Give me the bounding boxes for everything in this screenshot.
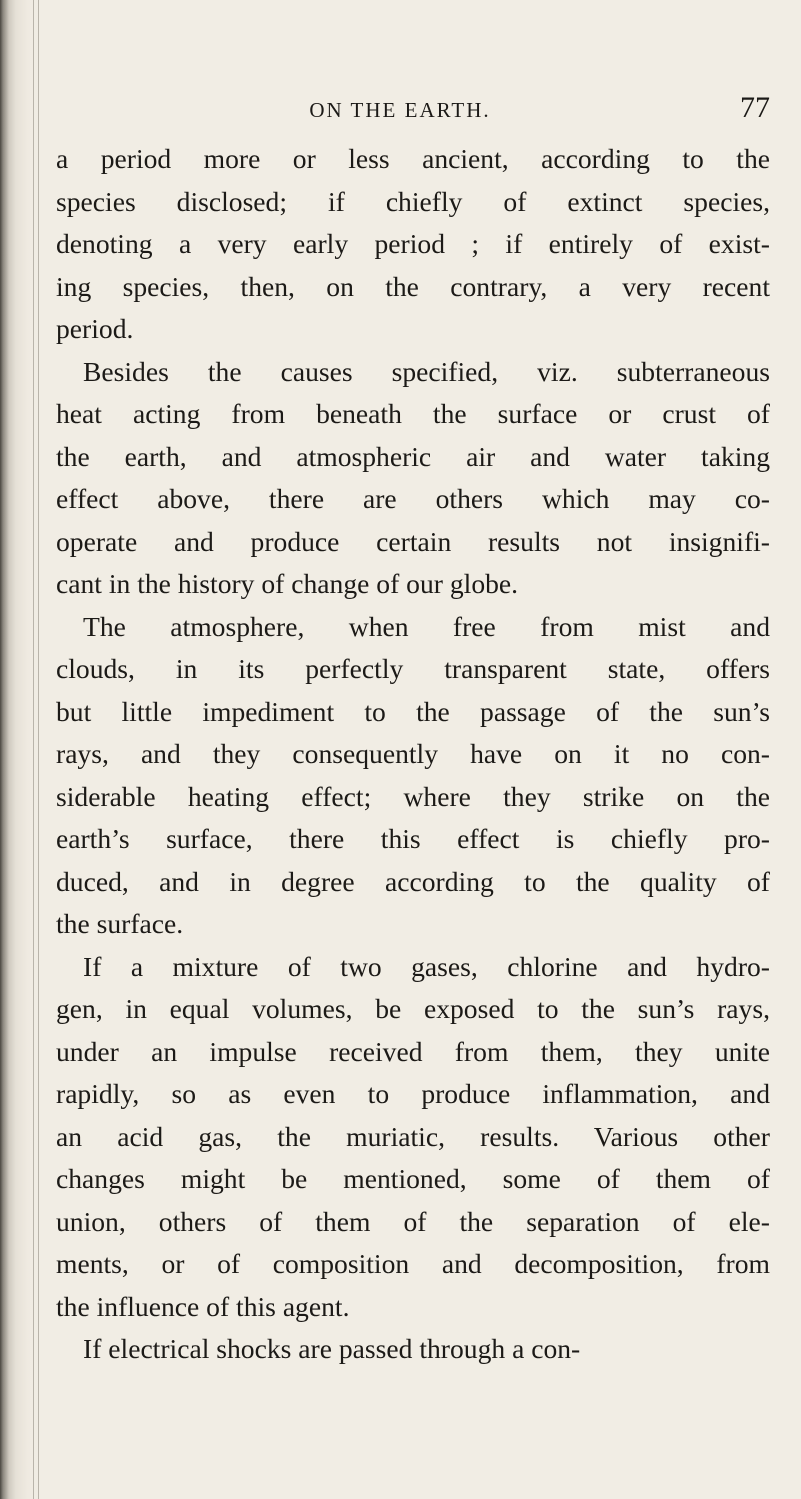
page-header xyxy=(30,92,770,128)
text-line: duced, and in degree according to the quality of xyxy=(56,865,770,897)
text-line: rays, and they consequently have on it no con- xyxy=(56,738,770,769)
gutter-edge-line xyxy=(33,0,34,1499)
text-line: The atmosphere, when free from mist and xyxy=(83,610,770,642)
text-line: a period more or less ancient, according to the xyxy=(56,143,770,174)
running-head: ON THE EARTH. xyxy=(309,98,491,122)
text-line: heat acting from beneath the surface or crust of xyxy=(56,398,770,429)
text-line: the earth, and atmospheric air and water taking xyxy=(56,440,770,472)
text-line: If a mixture of two gases, chlorine and hydro- xyxy=(83,950,770,982)
text-line: period. xyxy=(56,313,134,344)
text-line: ments, or of composition and decomposition, from xyxy=(56,1248,770,1279)
text-line: ing species, then, on the contrary, a very recent xyxy=(56,270,770,302)
text-line: earth’s surface, there this effect is chiefly pro- xyxy=(56,823,770,854)
text-line: species disclosed; if chiefly of extinct species, xyxy=(56,185,770,217)
text-line: operate and produce certain results not insignifi- xyxy=(56,525,770,557)
text-line: gen, in equal volumes, be exposed to the sun’s rays, xyxy=(56,993,770,1024)
text-line: effect above, there are others which may co- xyxy=(56,483,770,514)
text-line: If electrical shocks are passed through a con- xyxy=(83,1333,581,1364)
body-text xyxy=(56,138,770,1371)
text-line: siderable heating effect; where they strike on the xyxy=(56,780,770,812)
text-line: changes might be mentioned, some of them of xyxy=(56,1163,770,1194)
gutter-edge-line xyxy=(38,0,39,1499)
text-line: denoting a very early period ; if entirely of exist- xyxy=(56,228,770,259)
text-line: but little impediment to the passage of the sun’s xyxy=(56,695,770,727)
text-line: Besides the causes specified, viz. subterraneous xyxy=(83,355,770,387)
text-line: under an impulse received from them, they unite xyxy=(56,1035,770,1067)
text-line: rapidly, so as even to produce inflammation, and xyxy=(56,1078,770,1109)
text-line: an acid gas, the muriatic, results. Various other xyxy=(56,1120,770,1152)
text-line: the surface. xyxy=(56,908,184,939)
page-number: 77 xyxy=(740,91,770,124)
text-line: the influence of this agent. xyxy=(56,1290,350,1322)
text-line: union, others of them of the separation of ele- xyxy=(56,1205,770,1237)
text-line: cant in the history of change of our globe. xyxy=(56,568,519,599)
page-gutter-shadow xyxy=(0,0,40,1499)
text-line: clouds, in its perfectly transparent state, offers xyxy=(56,653,770,684)
